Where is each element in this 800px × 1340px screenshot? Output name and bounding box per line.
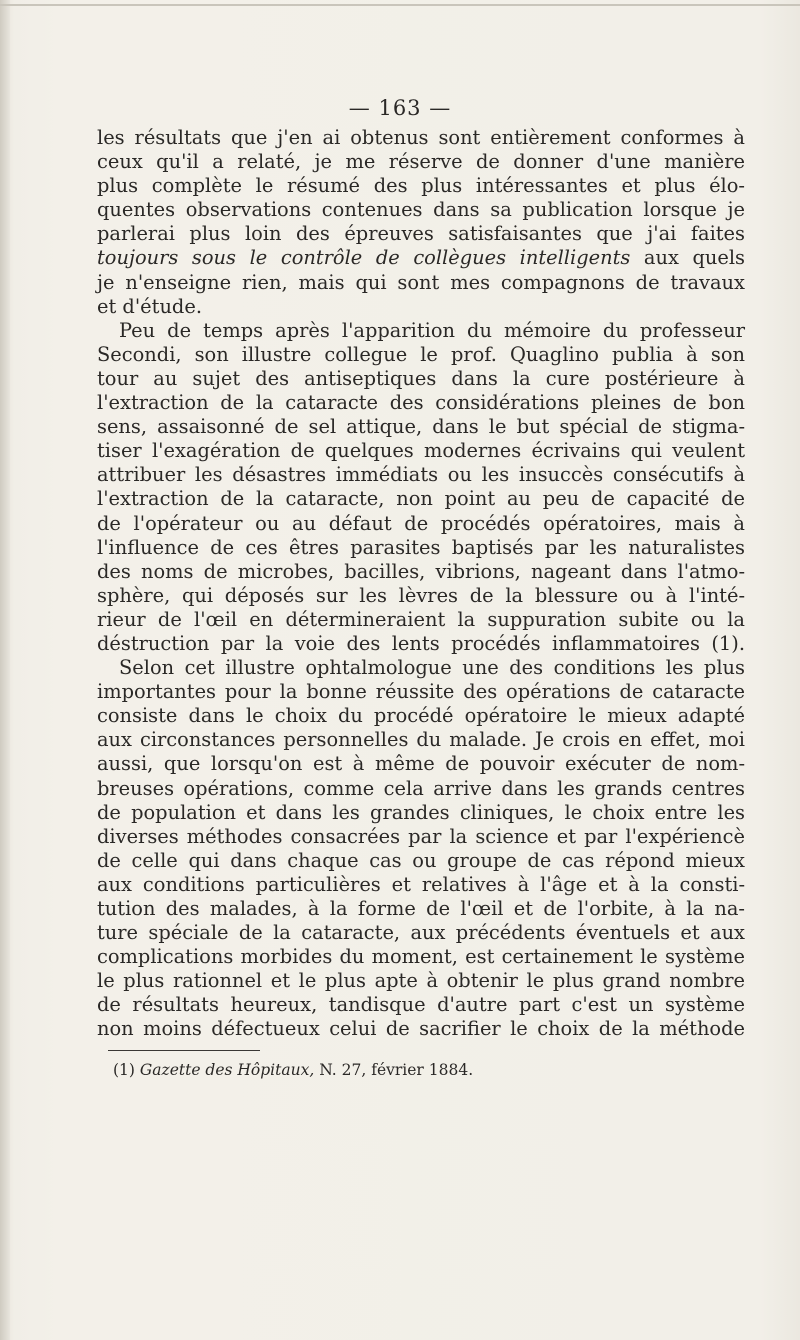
footnote-divider [108, 1050, 260, 1051]
text-line: attribuer les désastres immédiats ou les insuccès consécutifs à [97, 463, 745, 487]
text-line: Secondi, son illustre collegue le prof. Quaglino publia à son [97, 342, 745, 366]
text-line: les résultats que j'en ai obtenus sont entièrement conformes à [97, 126, 745, 149]
text-line: de celle qui dans chaque cas ou groupe de cas répond mieux [97, 848, 745, 872]
body-text [97, 126, 745, 1042]
text-line: ceux qu'il a relaté, je me réserve de donner d'une manière [97, 150, 745, 174]
text-line: diverses méthodes consacrées par la science et par l'expériencè [97, 824, 745, 848]
footnote-details: N. 27, février 1884. [319, 1061, 474, 1079]
text-line: tution des malades, à la forme de l'œil et de l'orbite, à la na- [97, 897, 745, 920]
text-line: aux conditions particulières et relatives à l'âge et à la consti- [97, 872, 745, 896]
text-line: des noms de microbes, bacilles, vibrions, nageant dans l'atmo- [97, 559, 745, 583]
text-line: aussi, que lorsqu'on est à même de pouvoir exécuter de nom- [97, 752, 745, 776]
text-line: l'extraction de la cataracte des considérations pleines de bon [97, 391, 745, 415]
text-line: non moins défectueux celui de sacrifier le choix de la méthode [97, 1017, 745, 1041]
text-line: l'extraction de la cataracte, non point au peu de capacité de [97, 487, 745, 511]
text-line: consiste dans le choix du procédé opératoire le mieux adapté [97, 704, 745, 728]
text-line: aux circonstances personnelles du malade. Je crois en effet, moi [97, 728, 745, 752]
text-line: tour au sujet des antiseptiques dans la cure postérieure à [97, 366, 745, 390]
text-line: de l'opérateur ou au défaut de procédés opératoires, mais à [97, 511, 745, 535]
page-number: — 163 — [348, 96, 452, 120]
top-edge-line [0, 4, 800, 6]
text-line: parlerai plus loin des épreuves satisfaisantes que j'ai faites [97, 222, 745, 246]
text-line: toujours sous le contrôle de collègues intelligents aux quels [97, 246, 746, 270]
text-line: Selon cet illustre ophtalmologue une des conditions les plus [119, 656, 745, 680]
text-line: sens, assaisonné de sel attique, dans le but spécial de stigma- [97, 415, 745, 439]
text-line: de résultats heureux, tandisque d'autre part c'est un système [97, 993, 745, 1017]
text-line: de population et dans les grandes cliniques, le choix entre les [97, 800, 745, 824]
text-line: ture spéciale de la cataracte, aux précédents éventuels et aux [97, 921, 745, 945]
text-line: tiser l'exagération de quelques modernes écrivains qui veulent [97, 439, 745, 463]
text-line: sphère, qui déposés sur les lèvres de la blessure ou à l'inté- [97, 583, 745, 607]
text-line: breuses opérations, comme cela arrive dans les grands centres [97, 776, 745, 800]
footnote [113, 1061, 473, 1079]
text-line: l'influence de ces êtres parasites baptisés par les naturalistes [97, 535, 745, 559]
text-line: et d'étude. [97, 294, 202, 318]
text-line: complications morbides du moment, est certainement le système [97, 945, 745, 969]
text-line: déstruction par la voie des lents procédés inflammatoires (1). [97, 631, 745, 655]
text-line: le plus rationnel et le plus apte à obtenir le plus grand nombre [97, 969, 745, 993]
footnote-marker: (1) [113, 1061, 135, 1079]
text-line: importantes pour la bonne réussite des opérations de cataracte [97, 680, 745, 704]
footnote-source: Gazette des Hôpitaux, [139, 1061, 315, 1079]
text-line: je n'enseigne rien, mais qui sont mes compagnons de travaux [97, 270, 745, 294]
text-line: quentes observations contenues dans sa publication lorsque je [97, 198, 745, 222]
book-spine-shadow [0, 0, 10, 1340]
text-line: Peu de temps après l'apparition du mémoire du professeur [119, 318, 745, 342]
text-line: rieur de l'œil en détermineraient la suppuration subite ou la [97, 607, 745, 631]
text-line: plus complète le résumé des plus intéressantes et plus élo- [97, 174, 745, 198]
